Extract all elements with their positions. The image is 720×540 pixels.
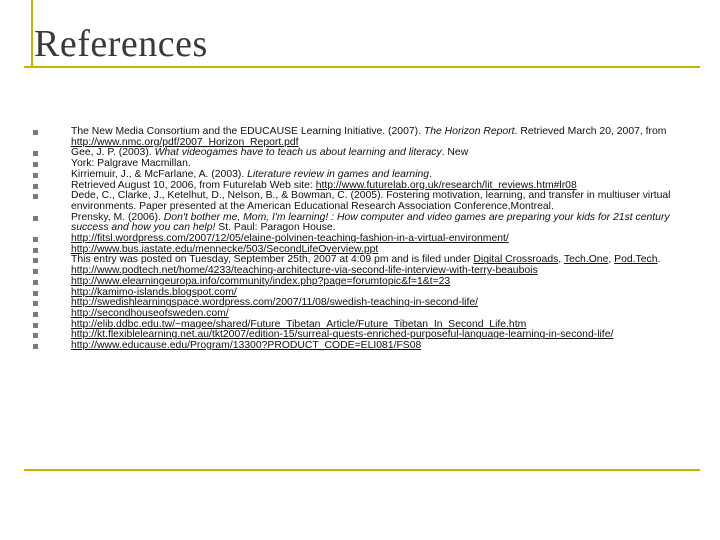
reference-title: Don't bother me, Mom, I'm learning! : How computer and video games are preparing your kids for 21st century success and how you can help! bbox=[71, 211, 670, 234]
square-bullet-icon bbox=[33, 130, 38, 135]
square-bullet-icon bbox=[33, 280, 38, 285]
square-bullet-icon bbox=[33, 312, 38, 317]
reference-link[interactable]: http://kt.flexiblelearning.net.au/tkt2007/edition-15/surreal-quests-enriched-purposeful-language-learning-in-second-life/ bbox=[71, 329, 614, 341]
square-bullet-icon bbox=[33, 216, 38, 221]
reference-text: St. Paul: Paragon House. bbox=[215, 222, 336, 234]
reference-link[interactable]: http://www.elearningeuropa.info/community/index.php?page=forumtopic&f=1&t=23 bbox=[71, 275, 451, 287]
reference-item bbox=[33, 127, 693, 148]
square-bullet-icon bbox=[33, 333, 38, 338]
reference-text: York: Palgrave Macmillan. bbox=[71, 158, 191, 170]
reference-text: , bbox=[608, 254, 615, 266]
reference-link[interactable]: http://www.podtech.net/home/4233/teaching-architecture-via-second-life-interview-with-terry-beaubois bbox=[71, 265, 538, 277]
square-bullet-icon bbox=[33, 162, 38, 167]
reference-link[interactable]: http://www.educause.edu/Program/13300?PRODUCT_CODE=ELI081/FS08 bbox=[71, 340, 422, 352]
square-bullet-icon bbox=[33, 323, 38, 328]
category-link-tech-one[interactable]: Tech.One bbox=[563, 254, 609, 266]
reference-link[interactable]: http://elib.ddbc.edu.tw/~magee/shared/Future_Tibetan_Article/Future_Tibetan_In_Second_Life.htm bbox=[71, 318, 527, 330]
square-bullet-icon bbox=[33, 344, 38, 349]
square-bullet-icon bbox=[33, 248, 38, 253]
square-bullet-icon bbox=[33, 194, 38, 199]
reference-text: . bbox=[429, 168, 432, 180]
reference-text: Prensky, M. (2006). bbox=[71, 211, 164, 223]
reference-title: What videogames have to teach us about learning and literacy bbox=[154, 147, 442, 159]
reference-item bbox=[33, 191, 693, 212]
reference-text: , bbox=[558, 254, 564, 266]
reference-title: The Horizon Report bbox=[423, 126, 515, 137]
reference-title: Literature review in games and learning bbox=[247, 168, 430, 180]
square-bullet-icon bbox=[33, 173, 38, 178]
footer-divider bbox=[24, 469, 700, 471]
square-bullet-icon bbox=[33, 151, 38, 156]
reference-list bbox=[33, 127, 693, 352]
square-bullet-icon bbox=[33, 291, 38, 296]
reference-item bbox=[33, 213, 693, 234]
reference-text: . Retrieved March 20, 2007, from bbox=[514, 126, 667, 137]
square-bullet-icon bbox=[33, 301, 38, 306]
reference-text: Gee, J. P. (2003). bbox=[71, 147, 155, 159]
reference-link[interactable]: http://secondhouseofsweden.com/ bbox=[71, 307, 229, 319]
reference-text: . bbox=[657, 254, 661, 266]
square-bullet-icon bbox=[33, 258, 38, 263]
reference-link[interactable]: http://www.futurelab.org.uk/research/lit_reviews.htm#lr08 bbox=[315, 179, 577, 191]
title-accent-line-vertical bbox=[31, 0, 33, 66]
reference-text: Retrieved August 10, 2006, from Futurelab Web site: bbox=[71, 179, 316, 191]
reference-link[interactable]: http://www.bus.iastate.edu/mennecke/503/SecondLifeOverview.ppt bbox=[71, 243, 379, 255]
page-title: References bbox=[34, 23, 208, 65]
category-link-pod-tech[interactable]: Pod.Tech bbox=[614, 254, 658, 266]
reference-text: Kirriemuir, J., & McFarlane, A. (2003). bbox=[71, 168, 248, 180]
reference-link[interactable]: http://kamimo-islands.blogspot.com/ bbox=[71, 286, 237, 298]
title-divider bbox=[24, 66, 700, 68]
square-bullet-icon bbox=[33, 269, 38, 274]
reference-text: The New Media Consortium and the EDUCAUSE Learning Initiative. (2007). bbox=[71, 126, 424, 137]
reference-text: This entry was posted on Tuesday, September 25th, 2007 at 4:09 pm and is filed under bbox=[71, 254, 474, 266]
reference-text: . New bbox=[441, 147, 469, 159]
reference-text: Dede, C., Clarke, J., Ketelhut, D., Nelson, B., & Bowman, C. (2005). Fostering motivation, learning, and transfer in multiuser virtual environments. Paper presented at the American Educational Research Association Conference,Montreal. bbox=[71, 190, 671, 212]
square-bullet-icon bbox=[33, 184, 38, 189]
square-bullet-icon bbox=[33, 237, 38, 242]
category-link-digital-crossroads[interactable]: Digital Crossroads bbox=[473, 254, 559, 266]
reference-link[interactable]: http://www.nmc.org/pdf/2007_Horizon_Report.pdf bbox=[71, 136, 299, 148]
reference-link[interactable]: http://fitsl.wordpress.com/2007/12/05/elaine-polvinen-teaching-fashion-in-a-virtual-environment/ bbox=[71, 233, 509, 245]
reference-link[interactable]: http://swedishlearningspace.wordpress.com/2007/11/08/swedish-teaching-in-second-life/ bbox=[71, 297, 478, 309]
reference-item bbox=[33, 341, 693, 352]
